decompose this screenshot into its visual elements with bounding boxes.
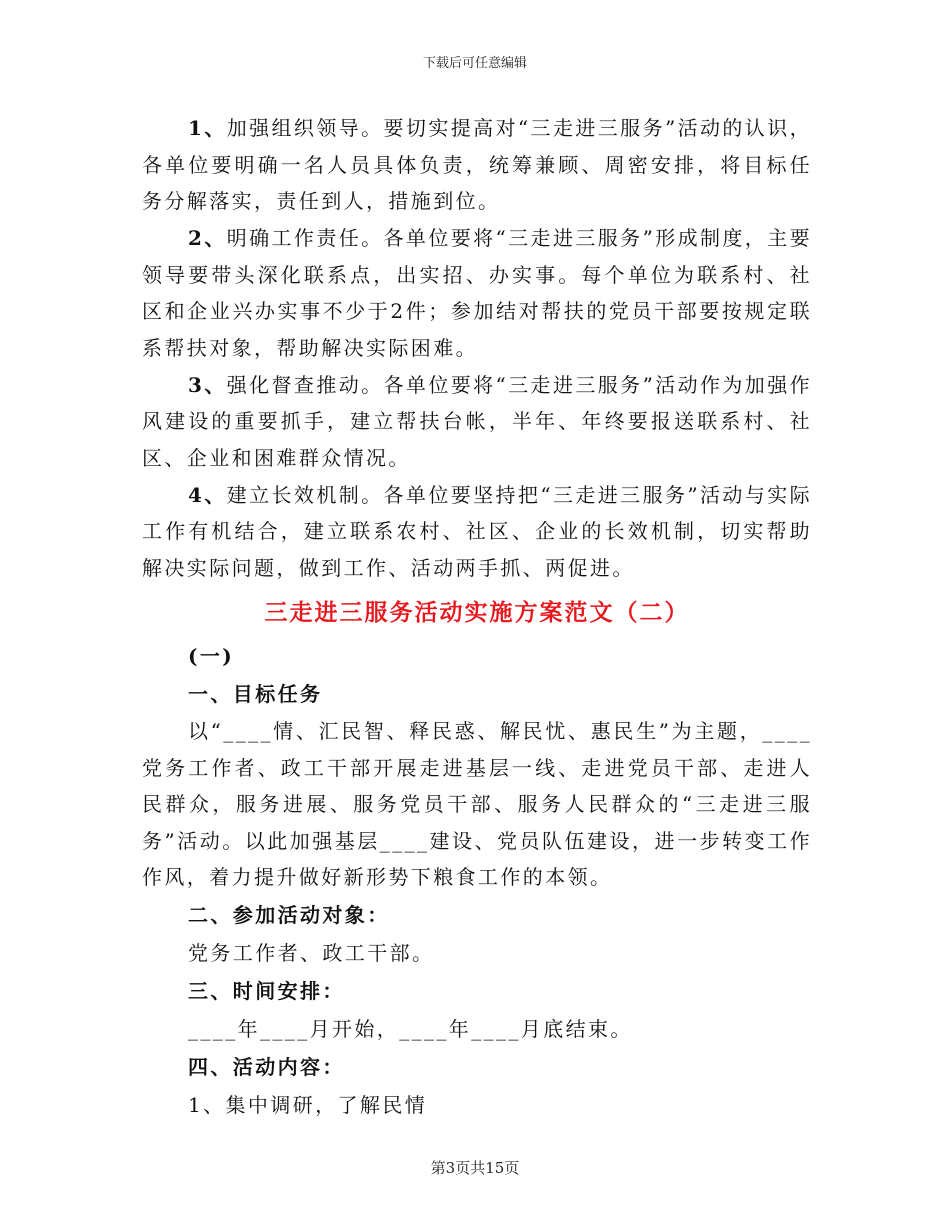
heading-schedule: 三、时间安排： <box>188 979 345 1003</box>
paragraph-schedule: ____年____月开始，____年____月底结束。 <box>188 1017 633 1041</box>
header-note: 下载后可任意编辑 <box>422 56 527 71</box>
item-number: 1、 <box>188 116 227 140</box>
heading-participants: 二、参加活动对象： <box>188 903 390 927</box>
item-text: 强化督查推动。各单位要将“三走进三服务”活动作为加强作风建设的重要抓手，建立帮扶台帐，半年、年终要报送联系村、社区、企业和困难群众情况。 <box>142 372 812 470</box>
paragraph-item-4 <box>142 477 812 587</box>
paragraph-goals: 以“____情、汇民智、释民惑、解民忧、惠民生”为主题，____党务工作者、政工干部开展走进基层一线、走进党员干部、走进人民群众，服务进展、服务党员干部、服务人民群众的“三走进三服务”活动。以此加强基层____建设、党员队伍建设，进一步转变工作作风，着力提升做好新形势下粮食工作的本领。 <box>142 719 812 889</box>
item-number: 2、 <box>188 226 227 250</box>
item-text: 建立长效机制。各单位要坚持把“三走进三服务”活动与实际工作有机结合，建立联系农村、社区、企业的长效机制，切实帮助解决实际问题，做到工作、活动两手抓、两促进。 <box>142 482 812 580</box>
item-number: 3、 <box>188 372 227 397</box>
item-text: 加强组织领导。要切实提高对“三走进三服务”活动的认识，各单位要明确一名人员具体负责，统筹兼顾、周密安排，将目标任务分解落实，责任到人，措施到位。 <box>142 116 812 213</box>
heading-goals: 一、目标任务 <box>188 682 323 706</box>
activity-item-1: 1、集中调研，了解民情 <box>188 1093 428 1117</box>
part-marker: (一) <box>188 644 235 668</box>
document-title: 三走进三服务活动实施方案范文（二） <box>264 599 690 626</box>
item-text: 明确工作责任。各单位要将“三走进三服务”形成制度，主要领导要带头深化联系点，出实招、办实事。每个单位为联系村、社区和企业兴办实事不少于2件；参加结对帮扶的党员干部要按规定联系帮扶对象，帮助解决实际困难。 <box>142 226 812 360</box>
paragraph-item-2 <box>142 220 812 366</box>
paragraph-item-1 <box>142 110 812 220</box>
page-number: 第3页共15页 <box>430 1159 520 1177</box>
paragraph-participants: 党务工作者、政工干部。 <box>188 941 435 965</box>
paragraph-item-3 <box>142 367 812 477</box>
heading-activities: 四、活动内容： <box>188 1055 345 1079</box>
item-number: 4、 <box>188 482 227 507</box>
document-body <box>142 110 812 1124</box>
